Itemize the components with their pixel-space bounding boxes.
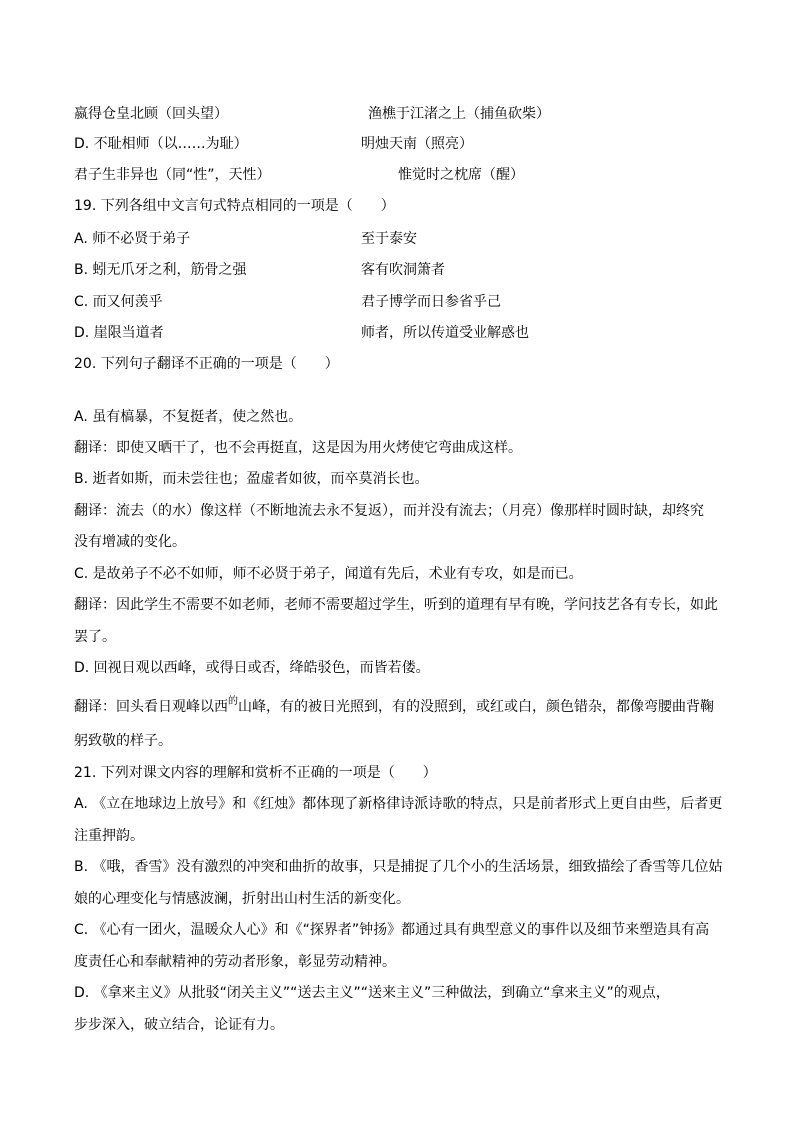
q18-row3-right: 惟觉时之枕席（醒） [398, 167, 524, 183]
q21-option-a-2: 注重押韵。 [74, 828, 144, 844]
q19-option-c-right: 君子博学而日参省乎己 [361, 294, 501, 310]
q18-row1-right: 渔樵于江渚之上（捕鱼砍柴） [368, 106, 550, 122]
q21-option-b-1: B. 《哦，香雪》没有激烈的冲突和曲折的故事，只是捕捉了几个小的生活场景，细致描绘了香雪等几位姑 [74, 859, 723, 875]
q19-option-b-left: B. 蚓无爪牙之利，筋骨之强 [74, 262, 247, 278]
q18-row1-left: 嬴得仓皇北顾（回头望） [74, 106, 228, 122]
q19-option-d-right: 师者，所以传道受业解惑也 [361, 325, 529, 341]
q20-option-b-translation-1: 翻译：流去（的水）像这样（不断地流去永不复返），而并没有流去；（月亮）像那样时圆时缺，却终究 [74, 503, 704, 519]
q20-option-a: A. 虽有槁暴，不复挺者，使之然也。 [74, 409, 303, 425]
q19-option-d-left: D. 崖限当道者 [74, 325, 164, 341]
q20-stem: 20. 下列句子翻译不正确的一项是（ ） [74, 356, 339, 372]
q19-option-c-left: C. 而又何羡乎 [74, 294, 163, 310]
q19-option-a-left: A. 师不必贤于弟子 [74, 231, 191, 247]
q18-row2-left: D. 不耻相师（以……为耻） [74, 136, 248, 152]
q20-d-translation-part-2: 山峰，有的被日光照到，有的没照到，或红或白，颜色错杂，都像弯腰曲背鞠 [238, 699, 714, 715]
q20-option-b: B. 逝者如斯，而未尝往也；盈虚者如彼，而卒莫消长也。 [74, 471, 429, 487]
q20-option-d-translation-1 [74, 697, 714, 719]
q20-option-c-translation-1: 翻译：因此学生不需要不如老师，老师不需要超过学生，听到的道理有早有晚，学问技艺各有专长，如此 [74, 597, 718, 613]
q18-row2-right: 明烛天南（照亮） [361, 136, 473, 152]
q20-option-a-translation: 翻译：即使又晒干了，也不会再挺直，这是因为用火烤使它弯曲成这样。 [74, 440, 522, 456]
q20-d-translation-part-1: 翻译：回头看日观峰以西 [74, 699, 228, 715]
q21-stem: 21. 下列对课文内容的理解和赏析不正确的一项是（ ） [74, 765, 437, 781]
q20-d-translation-superscript: 的 [228, 696, 238, 707]
q19-option-a-right: 至于泰安 [361, 231, 417, 247]
q21-option-c-1: C. 《心有一团火，温暖众人心》和《“探界者”钟扬》都通过具有典型意义的事件以及细节来塑造具有高 [74, 922, 710, 938]
q20-option-b-translation-2: 没有增减的变化。 [74, 534, 186, 550]
q20-option-c: C. 是故弟子不必不如师，师不必贤于弟子，闻道有先后，术业有专攻，如是而已。 [74, 566, 583, 582]
q21-option-c-2: 度责任心和奉献精神的劳动者形象，彰显劳动精神。 [74, 954, 396, 970]
q20-option-d-translation-2: 躬致敬的样子。 [74, 733, 172, 749]
q20-option-d: D. 回视日观以西峰，或得日或否，绛皓驳色，而皆若偻。 [74, 660, 430, 676]
q20-option-c-translation-2: 罢了。 [74, 629, 116, 645]
q21-option-d-2: 步步深入，破立结合，论证有力。 [74, 1017, 284, 1033]
q19-stem: 19. 下列各组中文言句式特点相同的一项是（ ） [74, 198, 395, 214]
q21-option-a-1: A. 《立在地球边上放号》和《红烛》都体现了新格律诗派诗歌的特点，只是前者形式上更自由些，后者更 [74, 796, 723, 812]
q19-option-b-right: 客有吹洞箫者 [361, 262, 445, 278]
q21-option-d-1: D. 《拿来主义》从批驳“闭关主义”“送去主义”“送来主义”三种做法，到确立“拿来主义”的观点， [74, 985, 670, 1001]
q18-row3-left: 君子生非异也（同“性”，天性） [74, 167, 271, 183]
q21-option-b-2: 娘的心理变化与情感波澜，折射出山村生活的新变化。 [74, 891, 410, 907]
